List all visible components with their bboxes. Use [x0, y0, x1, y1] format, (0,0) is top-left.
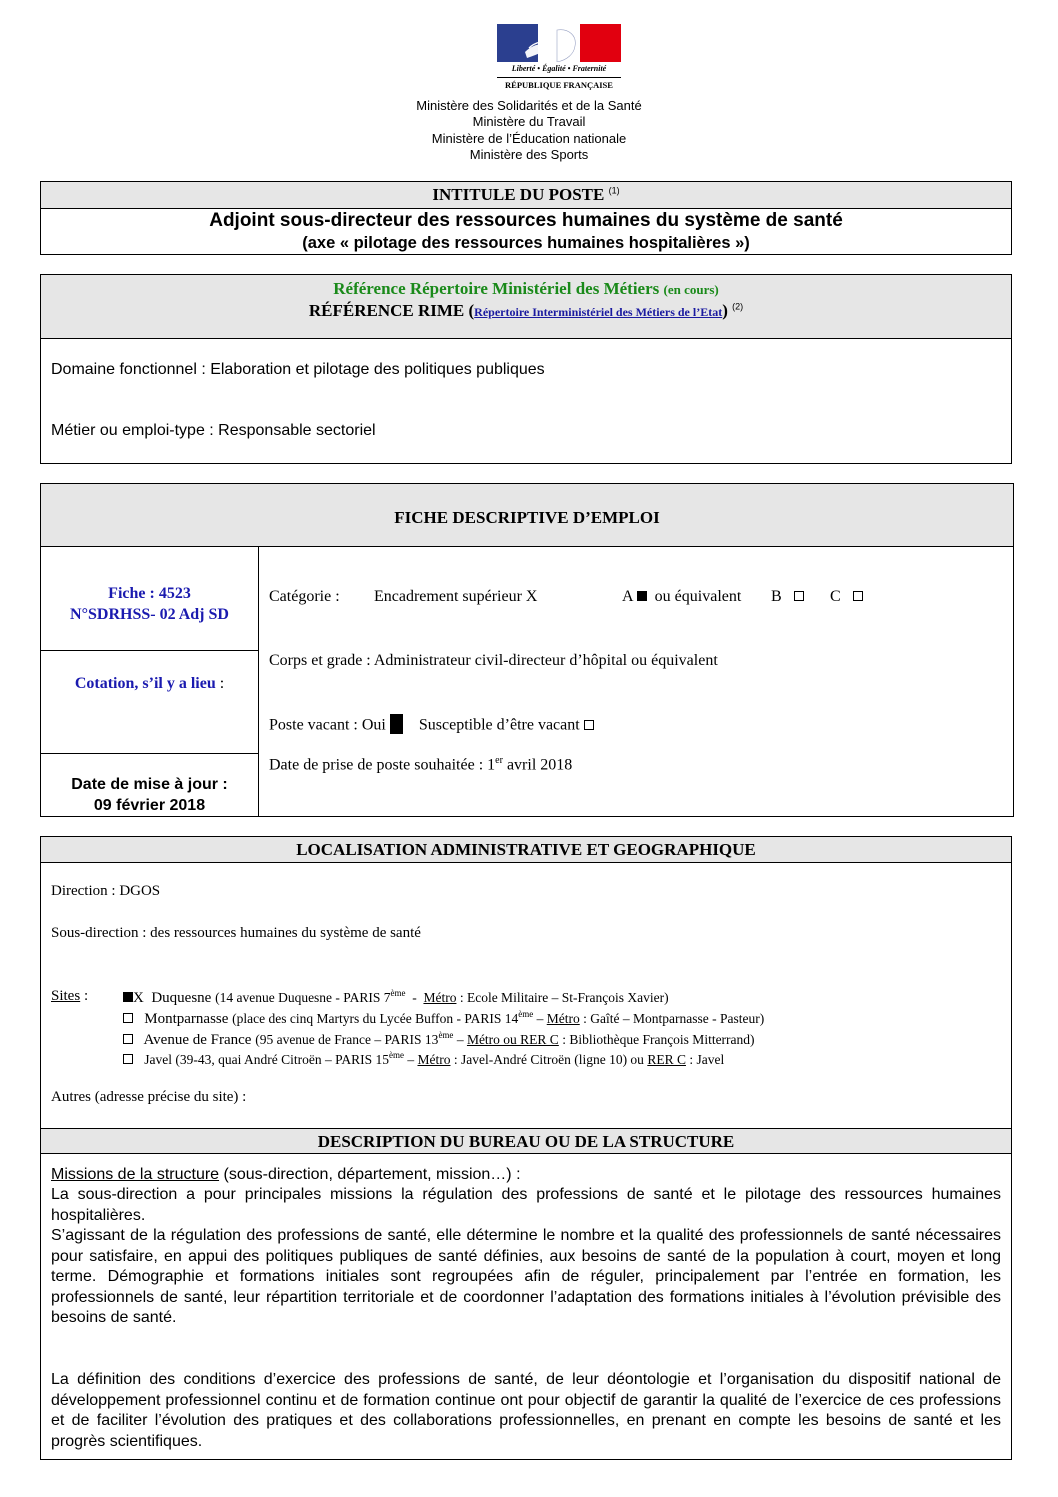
site-sep: – [533, 1011, 547, 1026]
cotation-cell [41, 651, 258, 754]
site-address: (14 avenue Duquesne - PARIS 7 [215, 990, 391, 1005]
flag-icon [497, 24, 621, 62]
sites-label-text: Sites [51, 988, 81, 1004]
site-address: (place des cinq Martyrs du Lycée Buffon - PARIS 14 [232, 1011, 519, 1026]
categorie-a [622, 588, 741, 606]
ministry-line: Ministère des Sports [469, 147, 589, 162]
site-name: Montparnasse [144, 1011, 229, 1027]
sites-colon: : [80, 988, 89, 1004]
intitule-section [40, 181, 1012, 255]
site-rest: : Bibliothèque François Mitterrand) [558, 1032, 755, 1047]
site-sep: - [405, 990, 424, 1005]
fiche-header: FICHE DESCRIPTIVE D’EMPLOI [41, 484, 1013, 547]
checked-box-icon [123, 992, 133, 1002]
cotation [41, 675, 258, 693]
site-rer: RER C [647, 1052, 686, 1067]
missions-label: Missions de la structure [51, 1166, 220, 1183]
ministry-line: Ministère de l’Éducation nationale [431, 131, 627, 146]
job-title: Adjoint sous-directeur des ressources humaines du système de santé [209, 210, 843, 231]
categorie-b [771, 588, 804, 606]
site-sep: – [453, 1032, 467, 1047]
checkbox-icon[interactable] [584, 720, 594, 730]
cotation-label: Cotation, s’il y a lieu [74, 675, 216, 692]
site-name: Avenue de France [143, 1032, 252, 1048]
republic-label: RÉPUBLIQUE FRANÇAISE [497, 77, 621, 90]
fiche-code: N°SDRHSS- 02 Adj SD [70, 606, 229, 623]
description-paragraph: S’agissant de la régulation des professions de santé, elle détermine le nombre et la qualité des professionnels de santé nécessaires pour satisfaire, en appui des politiques publiques de santé définies, aux besoins de santé de la population à court, moyen et long terme. Démographie et formations initiales sont regroupées afin de réguler, principalement par l’entrée en formation, les professionnels de santé, leur répartition territoriale et de coordonner l’adaptation des formations initiales à l’évolution prévisible des besoins de santé. [51, 1227, 1001, 1326]
missions-rest: (sous-direction, département, mission…) : [219, 1166, 521, 1183]
rime-reference [41, 301, 1011, 321]
site-sup: ème [390, 988, 406, 998]
checkbox-icon[interactable] [794, 591, 804, 601]
domaine-fonctionnel: Domaine fonctionnel : Elaboration et pilotage des politiques publiques [51, 361, 545, 378]
site-mark: X [133, 990, 144, 1006]
checked-box-icon [390, 714, 403, 734]
site-duquesne [123, 988, 669, 1007]
metier-emploi-type: Métier ou emploi-type : Responsable sectoriel [51, 422, 376, 439]
maj-date: 09 février 2018 [93, 797, 206, 814]
rime-suffix: ) [722, 301, 728, 320]
missions-heading [51, 1165, 1001, 1186]
reference-header [41, 275, 1011, 339]
footnote-marker: (2) [732, 301, 744, 312]
cat-a-label: A [622, 588, 633, 605]
categorie-value: Encadrement supérieur X [374, 588, 538, 605]
site-avenue-de-france [123, 1030, 755, 1049]
rmm-note: (en cours) [663, 282, 719, 297]
categorie-label: Catégorie : [269, 588, 340, 605]
ministry-line: Ministère du Travail [472, 114, 586, 129]
autres-adresse: Autres (adresse précise du site) : [51, 1089, 247, 1105]
rmm-reference [41, 279, 1011, 299]
poste-vacant [269, 714, 594, 738]
sites-label [51, 988, 88, 1005]
site-montparnasse [123, 1009, 764, 1028]
description-paragraph: La sous-direction a pour principales missions la régulation des professions de santé et le pilotage des ressources humaines hospitalières. [51, 1186, 1001, 1224]
site-rest: : Gaîté – Montparnasse - Pasteur) [579, 1011, 765, 1026]
direction: Direction : DGOS [51, 883, 161, 899]
site-rest2: : Javel [685, 1052, 725, 1067]
checkbox-icon[interactable] [123, 1054, 133, 1064]
corps-grade: Corps et grade : Administrateur civil-directeur d’hôpital ou équivalent [269, 652, 718, 669]
site-rest: : Javel-André Citroën (ligne 10) ou [450, 1052, 648, 1067]
rime-link[interactable]: Répertoire Interministériel des Métiers de l’Etat [474, 305, 723, 319]
cotation-colon: : [215, 675, 225, 692]
fiche-section [40, 483, 1014, 817]
marianne-logo [497, 24, 621, 96]
intitule-header [41, 182, 1011, 209]
description-header: DESCRIPTION DU BUREAU OU DE LA STRUCTURE [41, 1128, 1011, 1154]
checkbox-icon[interactable] [123, 1034, 133, 1044]
localisation-header: LOCALISATION ADMINISTRATIVE ET GEOGRAPHIQUE [41, 837, 1011, 863]
checkbox-icon[interactable] [123, 1013, 133, 1023]
site-rest: : Ecole Militaire – St-François Xavier) [456, 990, 669, 1005]
reference-section [40, 274, 1012, 464]
site-metro: Métro [546, 1011, 580, 1026]
site-sup: ème [388, 1050, 404, 1060]
fiche-number-cell [41, 547, 258, 651]
sous-direction: Sous-direction : des ressources humaines du système de santé [51, 925, 421, 941]
date-prise-prefix: Date de prise de poste souhaitée : 1 [269, 756, 496, 774]
maj-cell [41, 754, 258, 817]
maj-label: Date de mise à jour : [71, 776, 228, 793]
cat-b-label: B [771, 588, 782, 605]
rmm-label: Référence Répertoire Ministériel des Métiers [333, 279, 660, 298]
site-metro: Métro ou RER C [466, 1032, 559, 1047]
date-prise-suffix: avril 2018 [502, 756, 573, 774]
job-subtitle: (axe « pilotage des ressources humaines hospitalières ») [302, 234, 750, 252]
motto: Liberté • Égalité • Fraternité [511, 64, 607, 73]
cat-c-label: C [830, 588, 841, 605]
date-prise-sup: er [495, 755, 503, 766]
site-metro: Métro [417, 1052, 451, 1067]
fiche-number: Fiche : 4523 [108, 585, 191, 602]
site-metro: Métro [423, 990, 457, 1005]
site-javel [123, 1050, 724, 1069]
intitule-header-text: INTITULE DU POSTE [432, 185, 605, 204]
checkbox-icon[interactable] [853, 591, 863, 601]
categorie-c [830, 588, 863, 606]
ministry-line: Ministère des Solidarités et de la Santé [416, 98, 642, 113]
description-paragraph: La définition des conditions d’exercice des professions de santé, de leur déontologie et l’organisation du dispositif national de développement professionnel continu et de formation continue ont pour objectif de garantir la qualité de l’exercice de ces professions et de faciliter l’évolution des pratiques et des collaborations professionnelles, en prenant en compte les besoins de santé et les progrès scientifiques. [51, 1371, 1001, 1450]
poste-vacant-label: Poste vacant : Oui [269, 716, 386, 734]
site-name: Duquesne [151, 990, 212, 1006]
footnote-marker: (1) [608, 185, 620, 196]
site-sup: ème [518, 1009, 534, 1019]
site-sup: ème [438, 1030, 454, 1040]
site-sep: – [403, 1052, 418, 1067]
localisation-section [40, 836, 1012, 1460]
site-name: Javel (39-43, quai André Citroën – PARIS 15 [144, 1052, 389, 1067]
checked-box-icon [637, 591, 647, 601]
susceptible-label: Susceptible d’être vacant [418, 716, 580, 734]
cat-equiv-label: ou équivalent [654, 588, 742, 605]
date-prise-poste [269, 755, 572, 774]
fiche-left-column [41, 547, 259, 817]
site-address: (95 avenue de France – PARIS 13 [255, 1032, 439, 1047]
rime-prefix: RÉFÉRENCE RIME ( [308, 301, 475, 320]
